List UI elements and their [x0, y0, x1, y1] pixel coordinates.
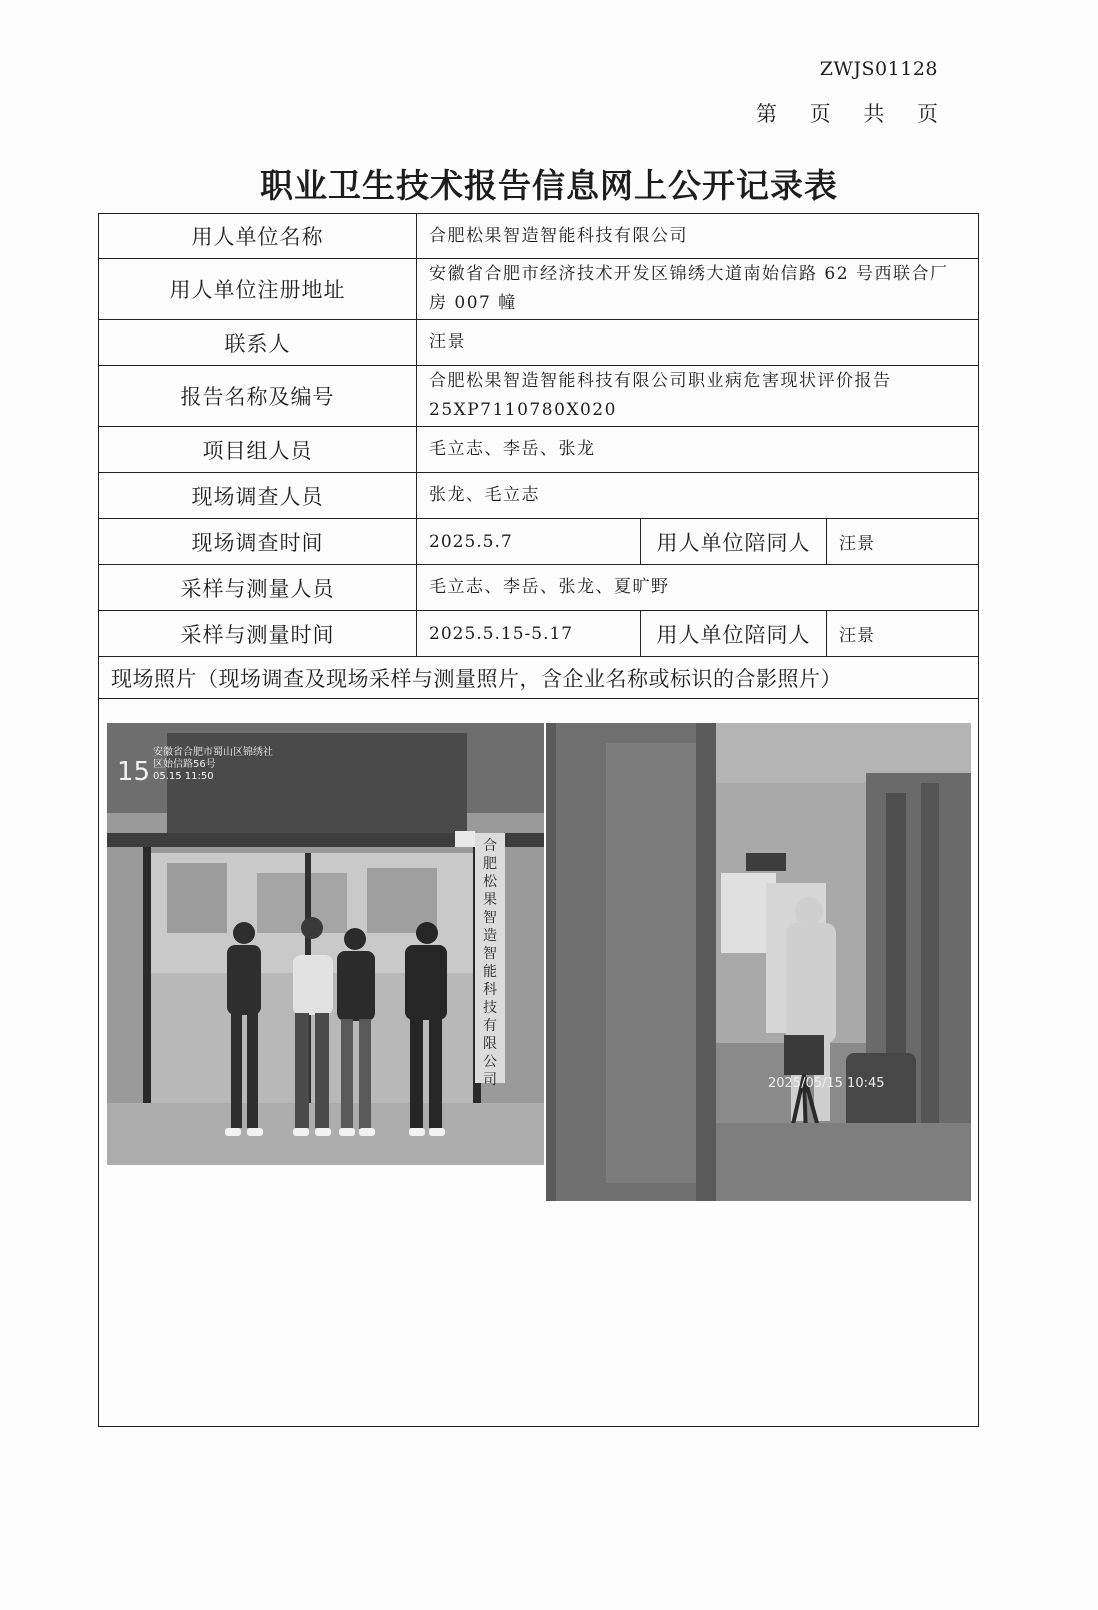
- page-word: 第: [755, 102, 777, 126]
- photo-day: 15: [117, 757, 151, 787]
- sampling-staff-value: 毛立志、李岳、张龙、夏旷野: [417, 565, 979, 611]
- row-survey-staff: [99, 473, 979, 519]
- document-code: ZWJS01128: [819, 58, 938, 80]
- sampling-time-value: 2025.5.15-5.17: [417, 611, 641, 657]
- row-team: [99, 427, 979, 473]
- sampling-photo-image: [546, 723, 971, 1201]
- row-sampling-staff: [99, 565, 979, 611]
- survey-escort-label: 用人单位陪同人: [641, 519, 827, 565]
- team-value: 毛立志、李岳、张龙: [417, 427, 979, 473]
- report-number: 25XP7110780X020: [429, 400, 617, 420]
- photo-location-line1: 安徽省合肥市蜀山区锦绣社: [153, 747, 273, 758]
- survey-time-label: 现场调查时间: [99, 519, 417, 565]
- employer-name-value: 合肥松果智造智能科技有限公司: [417, 214, 979, 259]
- page-title: 职业卫生技术报告信息网上公开记录表: [260, 166, 838, 205]
- row-employer-name: [99, 214, 979, 259]
- survey-staff-label: 现场调查人员: [99, 473, 417, 519]
- page-unit: 页: [809, 102, 831, 126]
- row-photo-area: [99, 699, 979, 1427]
- photo-location-line2: 区始信路56号: [153, 759, 216, 770]
- survey-time-value: 2025.5.7: [417, 519, 641, 565]
- survey-staff-value: 张龙、毛立志: [417, 473, 979, 519]
- total-unit: 页: [917, 102, 938, 126]
- group-photo: [107, 723, 544, 1165]
- photo-area: [99, 699, 979, 1427]
- photo-section-label: 现场照片（现场调查及现场采样与测量照片，含企业名称或标识的合影照片）: [99, 657, 979, 699]
- contact-value: 汪景: [417, 320, 979, 366]
- contact-label: 联系人: [99, 320, 417, 366]
- sampling-escort-value: 汪景: [827, 611, 979, 657]
- photo-timestamp: 2025/05/15 10:45: [768, 1076, 885, 1091]
- row-contact: [99, 320, 979, 366]
- address-value: 安徽省合肥市经济技术开发区锦绣大道南始信路 62 号西联合厂房 007 幢: [417, 259, 979, 320]
- total-word: 共: [863, 102, 885, 126]
- row-address: [99, 259, 979, 320]
- photo-location: [153, 747, 283, 783]
- row-report: [99, 366, 979, 427]
- report-label: 报告名称及编号: [99, 366, 417, 427]
- row-sampling-time: [99, 611, 979, 657]
- sampling-escort-label: 用人单位陪同人: [641, 611, 827, 657]
- survey-escort-value: 汪景: [827, 519, 979, 565]
- employer-name-label: 用人单位名称: [99, 214, 417, 259]
- row-photo-heading: [99, 657, 979, 699]
- page-counter: [730, 98, 938, 128]
- report-value: [417, 366, 979, 427]
- record-table: [98, 213, 979, 1427]
- photo-time: 05.15 11:50: [153, 771, 214, 782]
- company-sign: 合肥松果智造智能科技有限公司: [483, 838, 497, 1088]
- row-survey-time: [99, 519, 979, 565]
- report-name: 合肥松果智造智能科技有限公司职业病危害现状评价报告: [429, 371, 892, 391]
- sampling-time-label: 采样与测量时间: [99, 611, 417, 657]
- sampling-photo: [546, 723, 971, 1201]
- sampling-staff-label: 采样与测量人员: [99, 565, 417, 611]
- address-label: 用人单位注册地址: [99, 259, 417, 320]
- team-label: 项目组人员: [99, 427, 417, 473]
